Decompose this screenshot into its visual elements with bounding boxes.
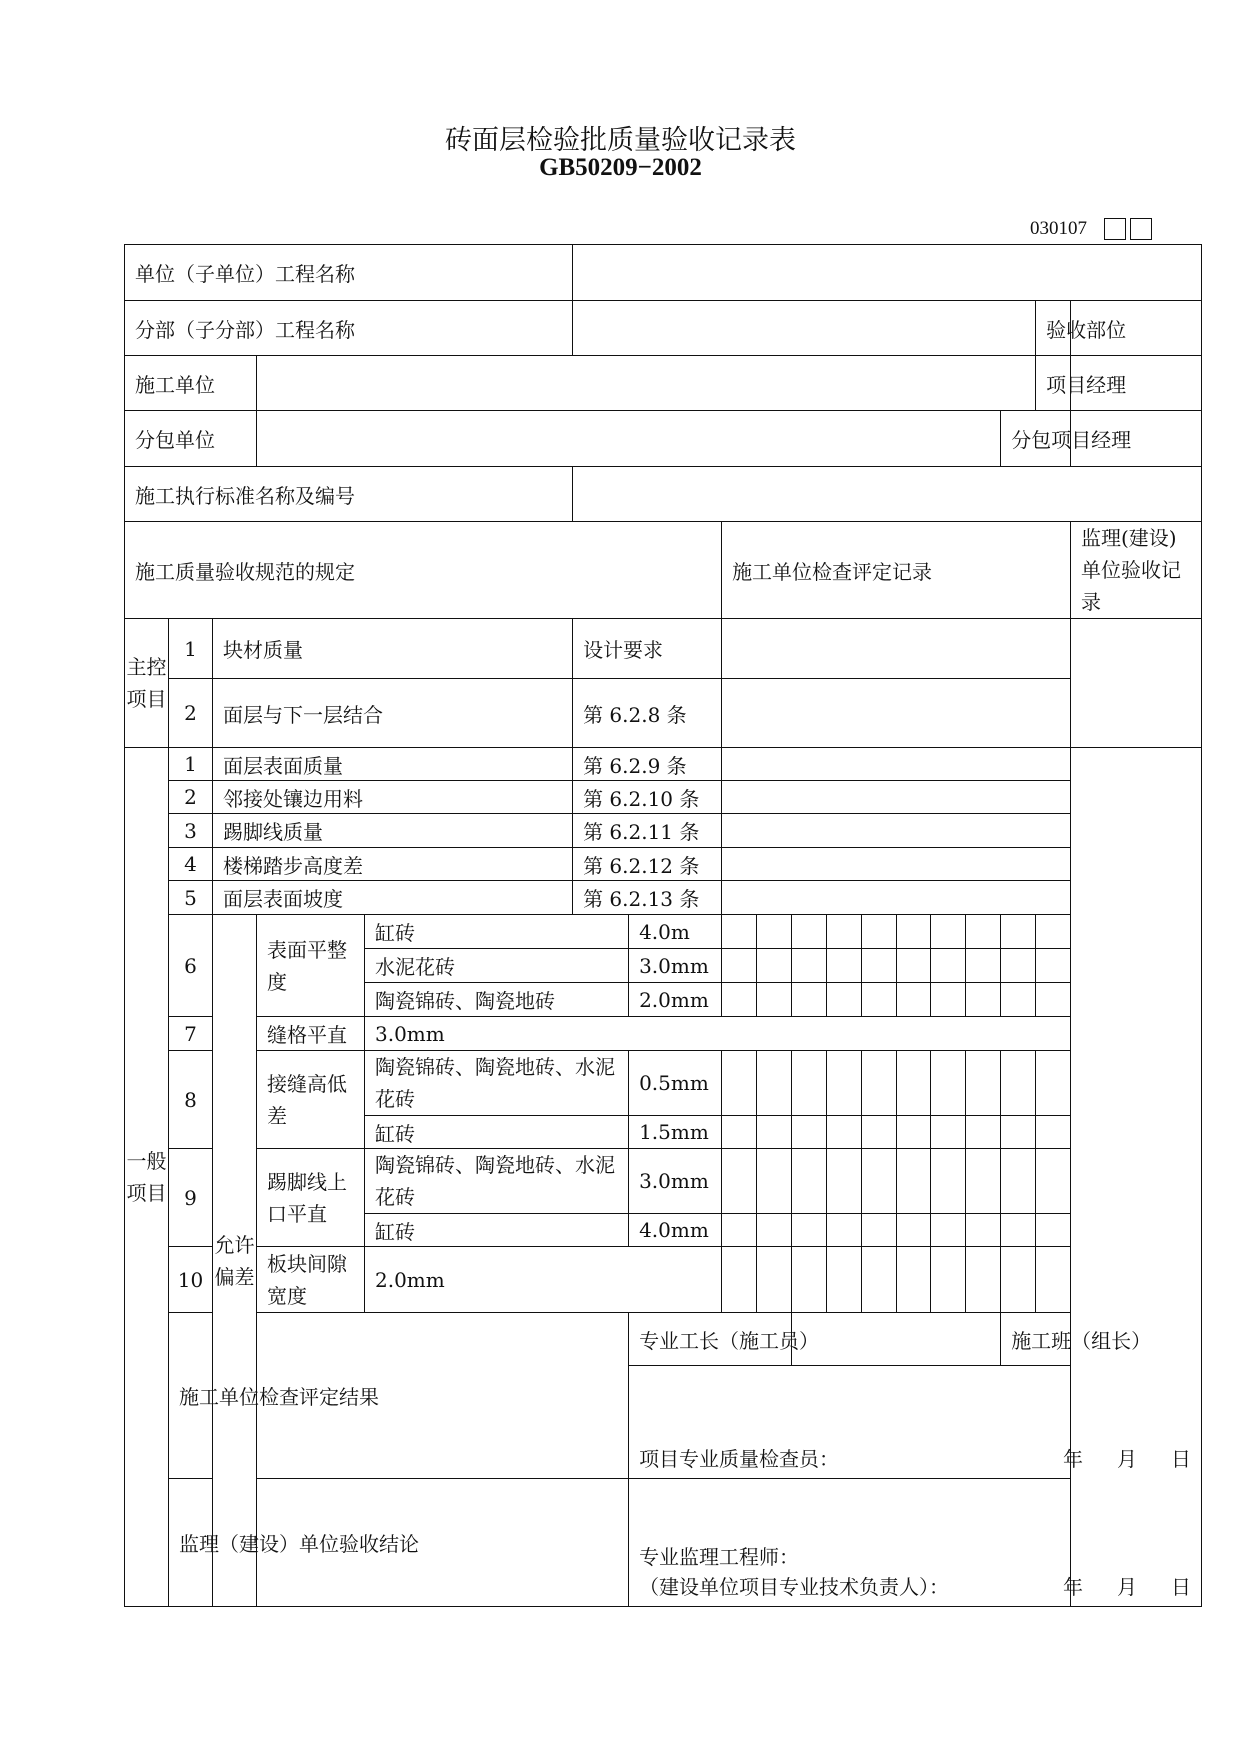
measure-cell[interactable] xyxy=(1001,1116,1036,1149)
label-supervision-conclusion: 监理（建设）单位验收结论 xyxy=(169,1479,629,1607)
date-day-1: 日 xyxy=(1171,1447,1192,1471)
date-year-1: 年 xyxy=(1063,1447,1084,1471)
gi-4-name: 楼梯踏步高度差 xyxy=(213,848,573,881)
measure-cell[interactable] xyxy=(1036,1051,1071,1116)
gi-1-record[interactable] xyxy=(722,748,1071,781)
gi-2-req: 第 6.2.10 条 xyxy=(573,781,722,814)
measure-cell[interactable] xyxy=(791,1116,826,1149)
measure-cell[interactable] xyxy=(1036,1247,1071,1313)
gi-9-val-2: 4.0mm xyxy=(629,1214,722,1247)
gi-1-req: 第 6.2.9 条 xyxy=(573,748,722,781)
label-construction-unit: 施工单位 xyxy=(125,356,257,411)
gi-5-name: 面层表面坡度 xyxy=(213,881,573,915)
label-subcontract-manager: 分包项目经理 xyxy=(1001,411,1071,467)
measure-cell[interactable] xyxy=(966,1051,1001,1116)
gi-9-no: 9 xyxy=(169,1149,213,1247)
gi-6-mat-3: 陶瓷锦砖、陶瓷地砖 xyxy=(365,983,629,1017)
measure-cell[interactable] xyxy=(896,1247,931,1313)
mc-1-req: 设计要求 xyxy=(573,619,722,679)
gi-6-mat-1: 缸砖 xyxy=(365,915,629,949)
date-month-2: 月 xyxy=(1117,1575,1138,1599)
field-unit-project[interactable] xyxy=(573,245,1202,301)
label-unit-project: 单位（子单位）工程名称 xyxy=(125,245,573,301)
measure-cell[interactable] xyxy=(861,915,896,949)
measure-cell[interactable] xyxy=(931,1247,966,1313)
gi-3-record[interactable] xyxy=(722,814,1071,848)
mc-1-no: 1 xyxy=(169,619,213,679)
label-subcontract-unit: 分包单位 xyxy=(125,411,257,467)
gi-4-record[interactable] xyxy=(722,848,1071,881)
date-year-2: 年 xyxy=(1063,1575,1084,1599)
measure-cell[interactable] xyxy=(1036,1149,1071,1214)
label-check-result: 施工单位检查评定结果 xyxy=(169,1313,629,1479)
field-construction-unit[interactable] xyxy=(257,356,1036,411)
measure-cell[interactable] xyxy=(966,915,1001,949)
measure-cell[interactable] xyxy=(791,1214,826,1247)
measure-cell[interactable] xyxy=(1001,915,1036,949)
measure-cell[interactable] xyxy=(722,1051,757,1116)
gi-10-val: 2.0mm xyxy=(365,1247,722,1313)
measure-cell[interactable] xyxy=(722,1116,757,1149)
measure-cell[interactable] xyxy=(1001,1214,1036,1247)
measure-cell[interactable] xyxy=(931,949,966,983)
label-acceptance-part: 验收部位 xyxy=(1036,301,1071,356)
measure-cell[interactable] xyxy=(966,1149,1001,1214)
gi-5-record[interactable] xyxy=(722,881,1071,915)
measure-cell[interactable] xyxy=(896,1214,931,1247)
main-control-label: 主控项目 xyxy=(125,619,169,748)
general-label: 一般项目 xyxy=(125,748,169,1607)
mc-1-name: 块材质量 xyxy=(213,619,573,679)
gi-7-val: 3.0mm xyxy=(365,1017,1071,1051)
label-foreman: 专业工长（施工员） xyxy=(629,1313,792,1366)
gi-4-req: 第 6.2.12 条 xyxy=(573,848,722,881)
measure-cell[interactable] xyxy=(966,1214,1001,1247)
form-code: 030107 xyxy=(1030,218,1087,239)
gi-1-name: 面层表面质量 xyxy=(213,748,573,781)
label-qc-inspector: 项目专业质量检查员： xyxy=(639,1447,840,1471)
measure-cell[interactable] xyxy=(1001,1247,1036,1313)
field-exec-standard[interactable] xyxy=(573,467,1202,522)
form-title: 砖面层检验批质量验收记录表 xyxy=(445,125,796,156)
measure-cell[interactable] xyxy=(861,1116,896,1149)
gi-6-mat-2: 水泥花砖 xyxy=(365,949,629,983)
measure-cell[interactable] xyxy=(826,1149,861,1214)
measure-cell[interactable] xyxy=(966,983,1001,1017)
measure-cell[interactable] xyxy=(966,1247,1001,1313)
gi-10-name: 板块间隙宽度 xyxy=(257,1247,365,1313)
measure-cell[interactable] xyxy=(791,1051,826,1116)
form-code-box-1[interactable] xyxy=(1104,218,1126,240)
measure-cell[interactable] xyxy=(1036,915,1071,949)
measure-cell[interactable] xyxy=(791,1149,826,1214)
check-result-area[interactable] xyxy=(629,1366,1202,1479)
measure-cell[interactable] xyxy=(826,1116,861,1149)
label-exec-standard: 施工执行标准名称及编号 xyxy=(125,467,573,522)
measure-cell[interactable] xyxy=(931,1149,966,1214)
measure-cell[interactable] xyxy=(826,1247,861,1313)
measure-cell[interactable] xyxy=(722,915,757,949)
mc-1-record[interactable] xyxy=(722,619,1071,679)
measure-cell[interactable] xyxy=(896,915,931,949)
measure-cell[interactable] xyxy=(1001,949,1036,983)
measure-cell[interactable] xyxy=(861,983,896,1017)
measure-cell[interactable] xyxy=(756,1149,791,1214)
measure-cell[interactable] xyxy=(861,1214,896,1247)
date-month-1: 月 xyxy=(1117,1447,1138,1471)
date-line-1 xyxy=(1029,1443,1191,1472)
gi-7-no: 7 xyxy=(169,1017,213,1051)
mc-2-record[interactable] xyxy=(722,679,1071,748)
gi-2-no: 2 xyxy=(169,781,213,814)
gi-6-val-2: 3.0mm xyxy=(629,949,722,983)
inspection-table xyxy=(124,244,1202,1607)
gi-8-name: 接缝高低差 xyxy=(257,1051,365,1149)
measure-cell[interactable] xyxy=(861,949,896,983)
measure-cell[interactable] xyxy=(826,915,861,949)
measure-cell[interactable] xyxy=(896,983,931,1017)
measure-cell[interactable] xyxy=(722,983,757,1017)
measure-cell[interactable] xyxy=(861,1149,896,1214)
standard-code: GB50209−2002 xyxy=(539,154,702,181)
gi-3-name: 踢脚线质量 xyxy=(213,814,573,848)
gi-1-no: 1 xyxy=(169,748,213,781)
label-team-leader: 施工班（组长） xyxy=(1001,1313,1202,1366)
supervision-conclusion-area[interactable] xyxy=(629,1479,1202,1607)
mc-2-no: 2 xyxy=(169,679,213,748)
gi-6-val-1: 4.0m xyxy=(629,915,722,949)
measure-cell[interactable] xyxy=(1036,1214,1071,1247)
field-subcontract-unit[interactable] xyxy=(257,411,1001,467)
gi-8-val-2: 1.5mm xyxy=(629,1116,722,1149)
measure-cell[interactable] xyxy=(1001,983,1036,1017)
gi-4-no: 4 xyxy=(169,848,213,881)
gi-8-mat-2: 缸砖 xyxy=(365,1116,629,1149)
measure-cell[interactable] xyxy=(756,1247,791,1313)
measure-cell[interactable] xyxy=(1036,1116,1071,1149)
measure-cell[interactable] xyxy=(896,1149,931,1214)
measure-cell[interactable] xyxy=(791,983,826,1017)
measure-cell[interactable] xyxy=(966,1116,1001,1149)
col-head-check-record: 施工单位检查评定记录 xyxy=(722,522,1071,619)
gi-2-name: 邻接处镶边用料 xyxy=(213,781,573,814)
field-foreman[interactable] xyxy=(791,1313,1000,1366)
measure-cell[interactable] xyxy=(756,983,791,1017)
label-project-manager: 项目经理 xyxy=(1036,356,1071,411)
measure-cell[interactable] xyxy=(791,949,826,983)
measure-cell[interactable] xyxy=(826,983,861,1017)
gi-3-no: 3 xyxy=(169,814,213,848)
gi-7-name: 缝格平直 xyxy=(257,1017,365,1051)
measure-cell[interactable] xyxy=(791,915,826,949)
gi-10-no: 10 xyxy=(169,1247,213,1313)
measure-cell[interactable] xyxy=(722,949,757,983)
gi-9-name: 踢脚线上口平直 xyxy=(257,1149,365,1247)
measure-cell[interactable] xyxy=(756,915,791,949)
col-head-supervision: 监理(建设)单位验收记录 xyxy=(1070,522,1201,619)
measure-cell[interactable] xyxy=(1036,949,1071,983)
gi-3-req: 第 6.2.11 条 xyxy=(573,814,722,848)
measure-cell[interactable] xyxy=(756,949,791,983)
measure-cell[interactable] xyxy=(861,1051,896,1116)
measure-cell[interactable] xyxy=(896,1051,931,1116)
measure-cell[interactable] xyxy=(826,1214,861,1247)
measure-cell[interactable] xyxy=(966,949,1001,983)
gi-5-no: 5 xyxy=(169,881,213,915)
label-sub-project: 分部（子分部）工程名称 xyxy=(125,301,573,356)
measure-cell[interactable] xyxy=(756,1214,791,1247)
measure-cell[interactable] xyxy=(722,1149,757,1214)
gi-6-no: 6 xyxy=(169,915,213,1017)
col-head-spec: 施工质量验收规范的规定 xyxy=(125,522,722,619)
gi-5-req: 第 6.2.13 条 xyxy=(573,881,722,915)
date-day-2: 日 xyxy=(1171,1575,1192,1599)
date-line-2 xyxy=(1029,1572,1191,1602)
gi-9-mat-1: 陶瓷锦砖、陶瓷地砖、水泥花砖 xyxy=(365,1149,629,1214)
label-supervising-engineer: 专业监理工程师： xyxy=(639,1545,800,1569)
measure-cell[interactable] xyxy=(896,1116,931,1149)
gi-9-val-1: 3.0mm xyxy=(629,1149,722,1214)
measure-cell[interactable] xyxy=(722,1214,757,1247)
measure-cell[interactable] xyxy=(931,915,966,949)
measure-cell[interactable] xyxy=(931,1116,966,1149)
field-sub-project[interactable] xyxy=(573,301,1036,356)
gi-9-mat-2: 缸砖 xyxy=(365,1214,629,1247)
mc-2-req: 第 6.2.8 条 xyxy=(573,679,722,748)
measure-cell[interactable] xyxy=(861,1247,896,1313)
measure-cell[interactable] xyxy=(931,983,966,1017)
gi-8-val-1: 0.5mm xyxy=(629,1051,722,1116)
measure-cell[interactable] xyxy=(756,1116,791,1149)
gi-8-mat-1: 陶瓷锦砖、陶瓷地砖、水泥花砖 xyxy=(365,1051,629,1116)
measure-cell[interactable] xyxy=(931,1214,966,1247)
measure-cell[interactable] xyxy=(756,1051,791,1116)
measure-cell[interactable] xyxy=(1036,983,1071,1017)
form-code-box-2[interactable] xyxy=(1130,218,1152,240)
tolerance-label: 允许偏差 xyxy=(213,915,257,1607)
label-owner-tech: （建设单位项目专业技术负责人）： xyxy=(639,1575,950,1599)
gi-6-name: 表面平整度 xyxy=(257,915,365,1017)
measure-cell[interactable] xyxy=(826,949,861,983)
gi-8-no: 8 xyxy=(169,1051,213,1149)
gi-6-val-3: 2.0mm xyxy=(629,983,722,1017)
measure-cell[interactable] xyxy=(1001,1149,1036,1214)
measure-cell[interactable] xyxy=(931,1051,966,1116)
mc-supervision[interactable] xyxy=(1070,619,1201,748)
measure-cell[interactable] xyxy=(826,1051,861,1116)
mc-2-name: 面层与下一层结合 xyxy=(213,679,573,748)
measure-cell[interactable] xyxy=(1001,1051,1036,1116)
measure-cell[interactable] xyxy=(791,1247,826,1313)
measure-cell[interactable] xyxy=(896,949,931,983)
measure-cell[interactable] xyxy=(722,1247,757,1313)
gi-2-record[interactable] xyxy=(722,781,1071,814)
